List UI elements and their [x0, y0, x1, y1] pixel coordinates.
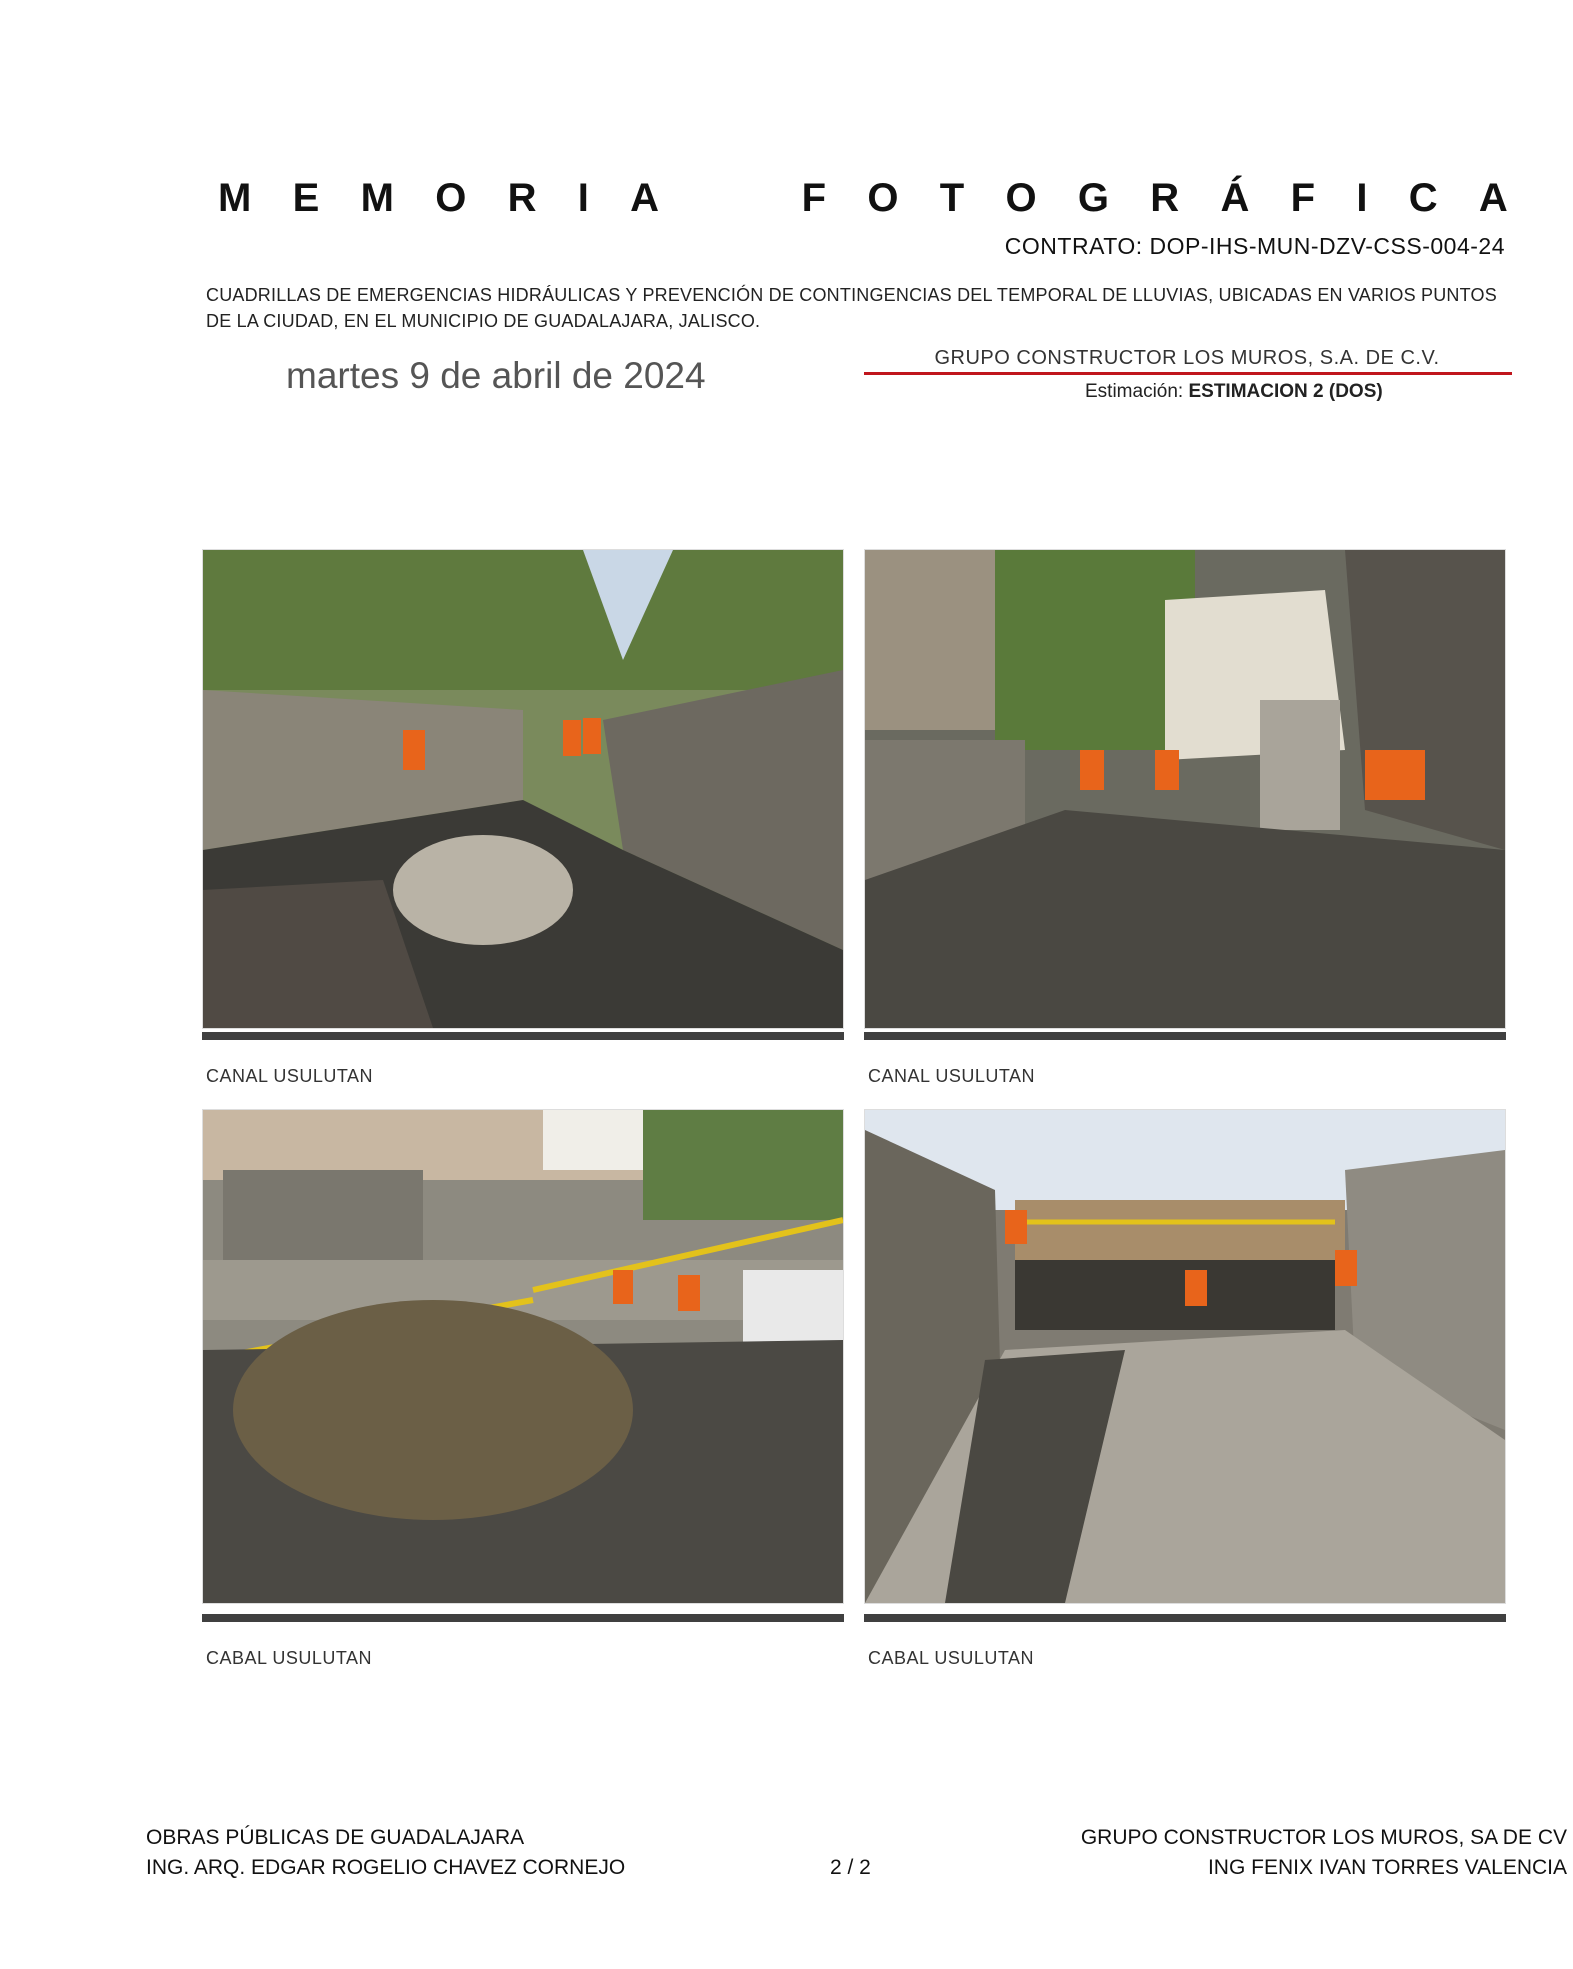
- title-letter: O: [435, 176, 467, 220]
- title-word-gap: [700, 176, 760, 221]
- title-letter: Á: [1220, 176, 1250, 220]
- title-letter: I: [577, 176, 589, 220]
- title-letter: O: [867, 176, 899, 220]
- canal-cleanup-photo-icon: [865, 550, 1505, 1028]
- footer-left-line2: ING. ARQ. EDGAR ROGELIO CHAVEZ CORNEJO: [146, 1856, 626, 1879]
- work-description: CUADRILLAS DE EMERGENCIAS HIDRÁULICAS Y PREVENCIÓN DE CONTINGENCIAS DEL TEMPORAL DE LLUVIAS, UBICADAS EN VARIOS PUNTOS DE LA CIUDAD, EN EL MUNICIPIO DE GUADALAJARA, JALISCO.: [206, 285, 1497, 331]
- title-letter: G: [1077, 176, 1109, 220]
- canal-cleanup-photo-icon: [203, 1110, 843, 1603]
- title-letter: C: [1408, 176, 1438, 220]
- photo-2-caption: CANAL USULUTAN: [868, 1066, 1036, 1086]
- photo-3: [202, 1109, 844, 1604]
- title-letter: R: [507, 176, 537, 220]
- title-letter: O: [1005, 176, 1037, 220]
- page-title: [218, 176, 1508, 221]
- title-letter: F: [801, 176, 827, 220]
- estimation: [1085, 381, 1383, 403]
- photo-1-bar: [202, 1032, 844, 1040]
- title-letter: A: [1478, 176, 1508, 220]
- estimation-label: Estimación:: [1085, 381, 1184, 402]
- footer-left: [146, 1823, 625, 1883]
- photo-4-bar: [864, 1614, 1506, 1622]
- photo-1-caption: CANAL USULUTAN: [206, 1066, 374, 1086]
- canal-cleanup-photo-icon: [865, 1110, 1505, 1603]
- photo-2: [864, 549, 1506, 1029]
- canal-cleanup-photo-icon: [203, 550, 843, 1028]
- contract-number: CONTRATO: DOP-IHS-MUN-DZV-CSS-004-24: [1004, 233, 1505, 259]
- photo-2-bar: [864, 1032, 1506, 1040]
- title-letter: R: [1150, 176, 1180, 220]
- title-letter: T: [939, 176, 965, 220]
- photo-1: [202, 549, 844, 1029]
- title-letter: F: [1290, 176, 1316, 220]
- title-letter: A: [630, 176, 660, 220]
- estimation-value: ESTIMACION 2 (DOS): [1188, 381, 1383, 402]
- title-letter: E: [292, 176, 320, 220]
- photo-4: [864, 1109, 1506, 1604]
- title-letter: I: [1356, 176, 1368, 220]
- footer-right-line1: GRUPO CONSTRUCTOR LOS MUROS, SA DE CV: [1080, 1826, 1567, 1849]
- page-number: 2 / 2: [830, 1856, 871, 1879]
- title-letter: M: [360, 176, 394, 220]
- footer-right: [1081, 1823, 1567, 1883]
- report-date: martes 9 de abril de 2024: [286, 355, 706, 396]
- title-letter: M: [218, 176, 252, 220]
- footer-right-line2: ING FENIX IVAN TORRES VALENCIA: [1207, 1856, 1567, 1879]
- photo-3-bar: [202, 1614, 844, 1622]
- footer-left-line1: OBRAS PÚBLICAS DE GUADALAJARA: [146, 1826, 525, 1849]
- photo-3-caption: CABAL USULUTAN: [206, 1648, 373, 1668]
- contractor-name: GRUPO CONSTRUCTOR LOS MUROS, S.A. DE C.V.: [934, 347, 1440, 369]
- red-divider: [864, 372, 1512, 375]
- photo-4-caption: CABAL USULUTAN: [868, 1648, 1035, 1668]
